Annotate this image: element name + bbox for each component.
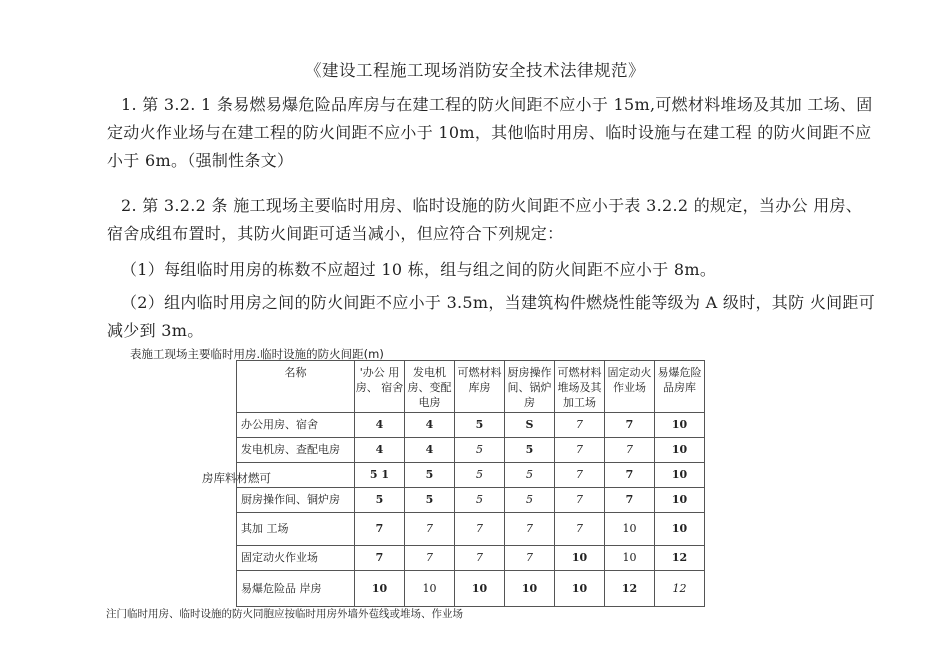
fire-distance-table xyxy=(236,360,705,607)
table-cell: 10 xyxy=(655,513,705,546)
table-cell: 7 xyxy=(555,463,605,488)
table-cell: 7 xyxy=(555,438,605,463)
table-row xyxy=(237,546,705,571)
table-cell: 4 xyxy=(355,438,405,463)
table-cell: 7 xyxy=(605,488,655,513)
table-cell: 7 xyxy=(605,463,655,488)
table-row xyxy=(237,513,705,546)
table-cell: 7 xyxy=(555,488,605,513)
paragraph-1: 1. 第 3.2. 1 条易燃易爆危险品库房与在建工程的防火间距不应小于 15m,可燃材料堆场及其加 工场、固定动火作业场与在建工程的防火间距不应小于 10m，其他临时用房、临时设施与在建工程 的防火间距不应小于 6m。（强制性条文） xyxy=(107,95,873,170)
col-header: 发电机房、变配电房 xyxy=(405,361,455,413)
table-cell: 10 xyxy=(655,463,705,488)
table-row xyxy=(237,413,705,438)
table-cell: 4 xyxy=(405,413,455,438)
paragraph-3: （1）每组临时用房的栋数不应超过 10 栋，组与组之间的防火间距不应小于 8m。 xyxy=(121,260,717,279)
row-header: 易爆危险品 岸房 xyxy=(237,571,355,607)
table-cell: 5 xyxy=(505,488,555,513)
table-row xyxy=(237,488,705,513)
col-header: 可燃材料库房 xyxy=(455,361,505,413)
row-header: 厨房操作间、铜炉房 xyxy=(237,488,355,513)
table-row xyxy=(237,463,705,488)
table-cell: 7 xyxy=(605,438,655,463)
table-cell: 5 xyxy=(455,438,505,463)
table-row xyxy=(237,571,705,607)
table-cell: 7 xyxy=(605,413,655,438)
table-cell: 5 xyxy=(505,463,555,488)
table-cell: 7 xyxy=(405,513,455,546)
table-cell: 12 xyxy=(605,571,655,607)
row-header: 其加 工场 xyxy=(237,513,355,546)
table-note: 注门临时用房、临时设施的防火同胞应按临时用房外墙外苞线或堆场、作业场 xyxy=(106,608,463,620)
table-cell: 10 xyxy=(655,488,705,513)
table-cell: 10 xyxy=(505,571,555,607)
table-cell: 5 xyxy=(405,463,455,488)
paragraph-4: （2）组内临时用房之间的防火间距不应小于 3.5m，当建筑构件燃烧性能等级为 A 级时，其防 火间距可减少到 3m。 xyxy=(107,293,875,340)
row-header: 办公用房、宿舍 xyxy=(237,413,355,438)
row-header: 固定动火作业场 xyxy=(237,546,355,571)
row-header xyxy=(237,463,355,488)
table-cell: 7 xyxy=(355,513,405,546)
table-cell: 10 xyxy=(355,571,405,607)
col-header: '办公 用房、 宿舍 xyxy=(355,361,405,413)
table-cell: 10 xyxy=(605,513,655,546)
table-cell: 7 xyxy=(455,546,505,571)
table-cell: 7 xyxy=(455,513,505,546)
table-cell: 10 xyxy=(555,571,605,607)
table-cell: 5 xyxy=(455,413,505,438)
table-cell: 10 xyxy=(605,546,655,571)
table-side-label: 房库料材燃可 xyxy=(202,471,271,485)
table-cell: 12 xyxy=(655,546,705,571)
table-cell: 10 xyxy=(655,413,705,438)
table-cell: 7 xyxy=(555,513,605,546)
table-cell: 4 xyxy=(355,413,405,438)
table-cell: S xyxy=(505,413,555,438)
col-header: 固定动火作业场 xyxy=(605,361,655,413)
table-cell: 5 xyxy=(405,488,455,513)
table-cell: 7 xyxy=(405,546,455,571)
col-header: 厨房操作间、锅炉房 xyxy=(505,361,555,413)
table-row xyxy=(237,438,705,463)
table-cell: 7 xyxy=(505,546,555,571)
table-cell: 7 xyxy=(505,513,555,546)
table-cell: 5 xyxy=(505,438,555,463)
document-title: 《建设工程施工现场消防安全技术法律规范》 xyxy=(305,61,645,80)
table-cell: 10 xyxy=(455,571,505,607)
table-cell: 4 xyxy=(405,438,455,463)
table-cell: 7 xyxy=(555,413,605,438)
table-cell: 10 xyxy=(655,438,705,463)
table-cell: 10 xyxy=(405,571,455,607)
table-cell: 5 xyxy=(455,463,505,488)
table-corner-cell: 名称 xyxy=(237,361,355,413)
table-cell: 5 xyxy=(455,488,505,513)
table-cell: 7 xyxy=(355,546,405,571)
table-cell: 5 1 xyxy=(355,463,405,488)
table-cell: 5 xyxy=(355,488,405,513)
col-header: 可燃材料堆场及其加工场 xyxy=(555,361,605,413)
col-header: 易爆危险品房库 xyxy=(655,361,705,413)
row-header: 发电机房、查配电房 xyxy=(237,438,355,463)
paragraph-2: 2. 第 3.2.2 条 施工现场主要临时用房、临时设施的防火间距不应小于表 3.2.2 的规定，当办公 用房、宿舍成组布置时，其防火间距可适当减小，但应符合下列规定： xyxy=(107,196,863,243)
table-header-row xyxy=(237,361,705,413)
table-cell: 12 xyxy=(655,571,705,607)
table-cell: 10 xyxy=(555,546,605,571)
table-caption: 表施工现场主要临时用房.临时设施的防火间距(m) xyxy=(130,347,384,361)
